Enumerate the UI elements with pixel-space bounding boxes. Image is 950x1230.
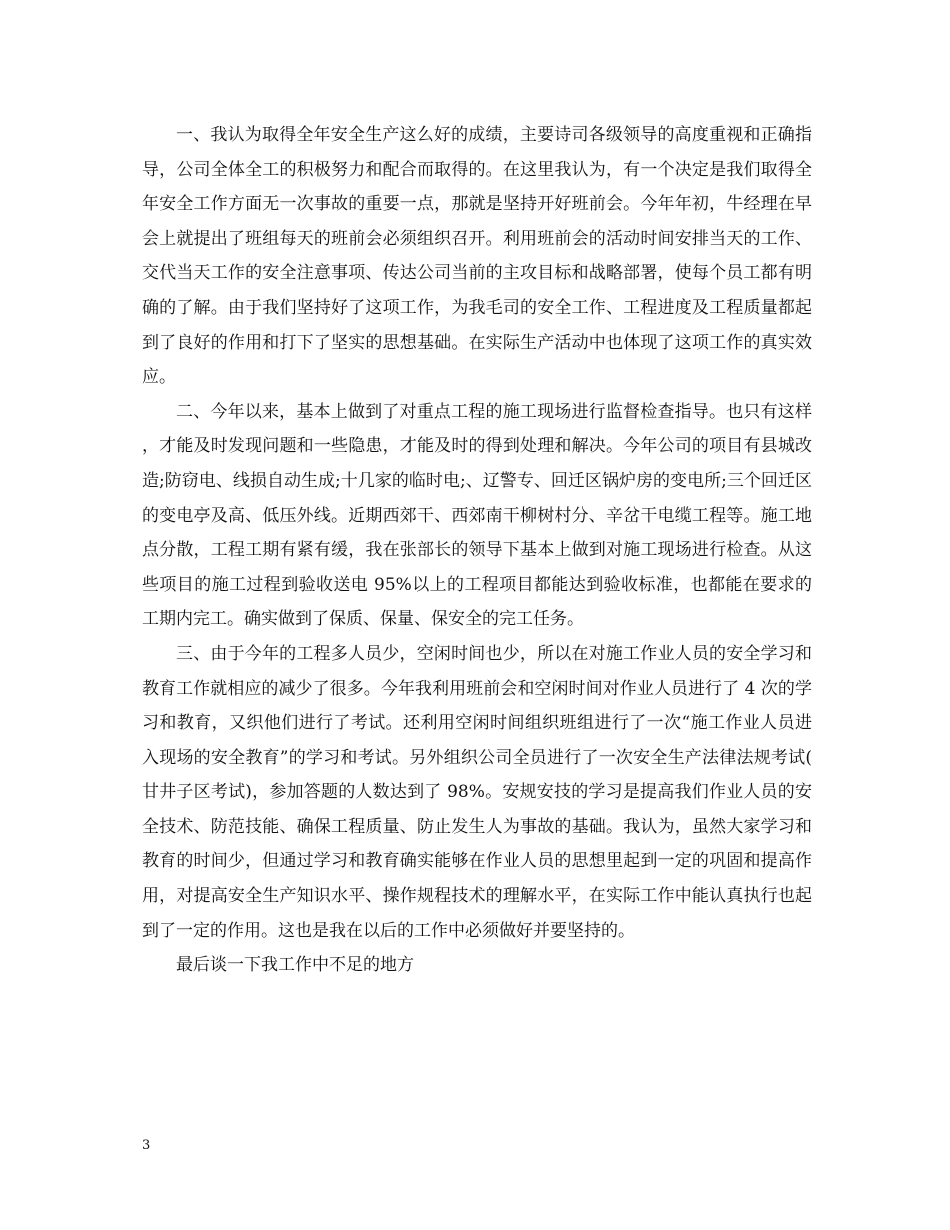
paragraph-3: 三、由于今年的工程多人员少，空闲时间也少，所以在对施工作业人员的安全学习和教育工作就相应的减少了很多。今年我利用班前会和空闲时间对作业人员进行了 4 次的学习和教育，又织他们进行了考试。还利用空闲时间组织班组进行了一次“施工作业人员进入现场的安全教育”的学习和考试。另外组织公司全员进行了一次安全生产法律法规考试(甘井子区考试)，参加答题的人数达到了 98%。安规安技的学习是提高我们作业人员的安全技术、防范技能、确保工程质量、防止发生人为事故的基础。我认为，虽然大家学习和教育的时间少，但通过学习和教育确实能够在作业人员的思想里起到一定的巩固和提高作用，对提高安全生产知识水平、操作规程技术的理解水平，在实际工作中能认真执行也起到了一定的作用。这也是我在以后的工作中必须做好并要坚持的。 <box>142 643 812 941</box>
paragraph-4: 最后谈一下我工作中不足的地方 <box>176 955 414 976</box>
paragraph-1: 一、我认为取得全年安全生产这么好的成绩，主要诗司各级领导的高度重视和正确指导，公司全体全工的积极努力和配合而取得的。在这里我认为，有一个决定是我们取得全年安全工作方面无一次事故的重要一点，那就是坚持开好班前会。今年年初，牛经理在早会上就提出了班组每天的班前会必须组织召开。利用班前会的活动时间安排当天的工作、交代当天工作的安全注意事项、传达公司当前的主攻目标和战略部署，使每个员工都有明确的了解。由于我们坚持好了这项工作，为我毛司的安全工作、工程进度及工程质量都起到了良好的作用和打下了坚实的思想基础。在实际生产活动中也体现了这项工作的真实效应。 <box>142 125 812 388</box>
document-body <box>142 118 812 983</box>
paragraph-2: 二、今年以来，基本上做到了对重点工程的施工现场进行监督检查指导。也只有这样，才能及时发现问题和一些隐患，才能及时的得到处理和解决。今年公司的项目有县城改造;防窃电、线损自动生成;十几家的临时电;、辽警专、回迁区锅炉房的变电所;三个回迁区的变电亭及高、低压外线。近期西郊干、西郊南干柳树村分、辛岔干电缆工程等。施工地点分散，工程工期有紧有缓，我在张部长的领导下基本上做到对施工现场进行检查。从这些项目的施工过程到验收送电 95%以上的工程项目都能达到验收标准，也都能在要求的工期内完工。确实做到了保质、保量、保安全的完工任务。 <box>142 401 812 630</box>
page-number: 3 <box>142 1138 151 1153</box>
